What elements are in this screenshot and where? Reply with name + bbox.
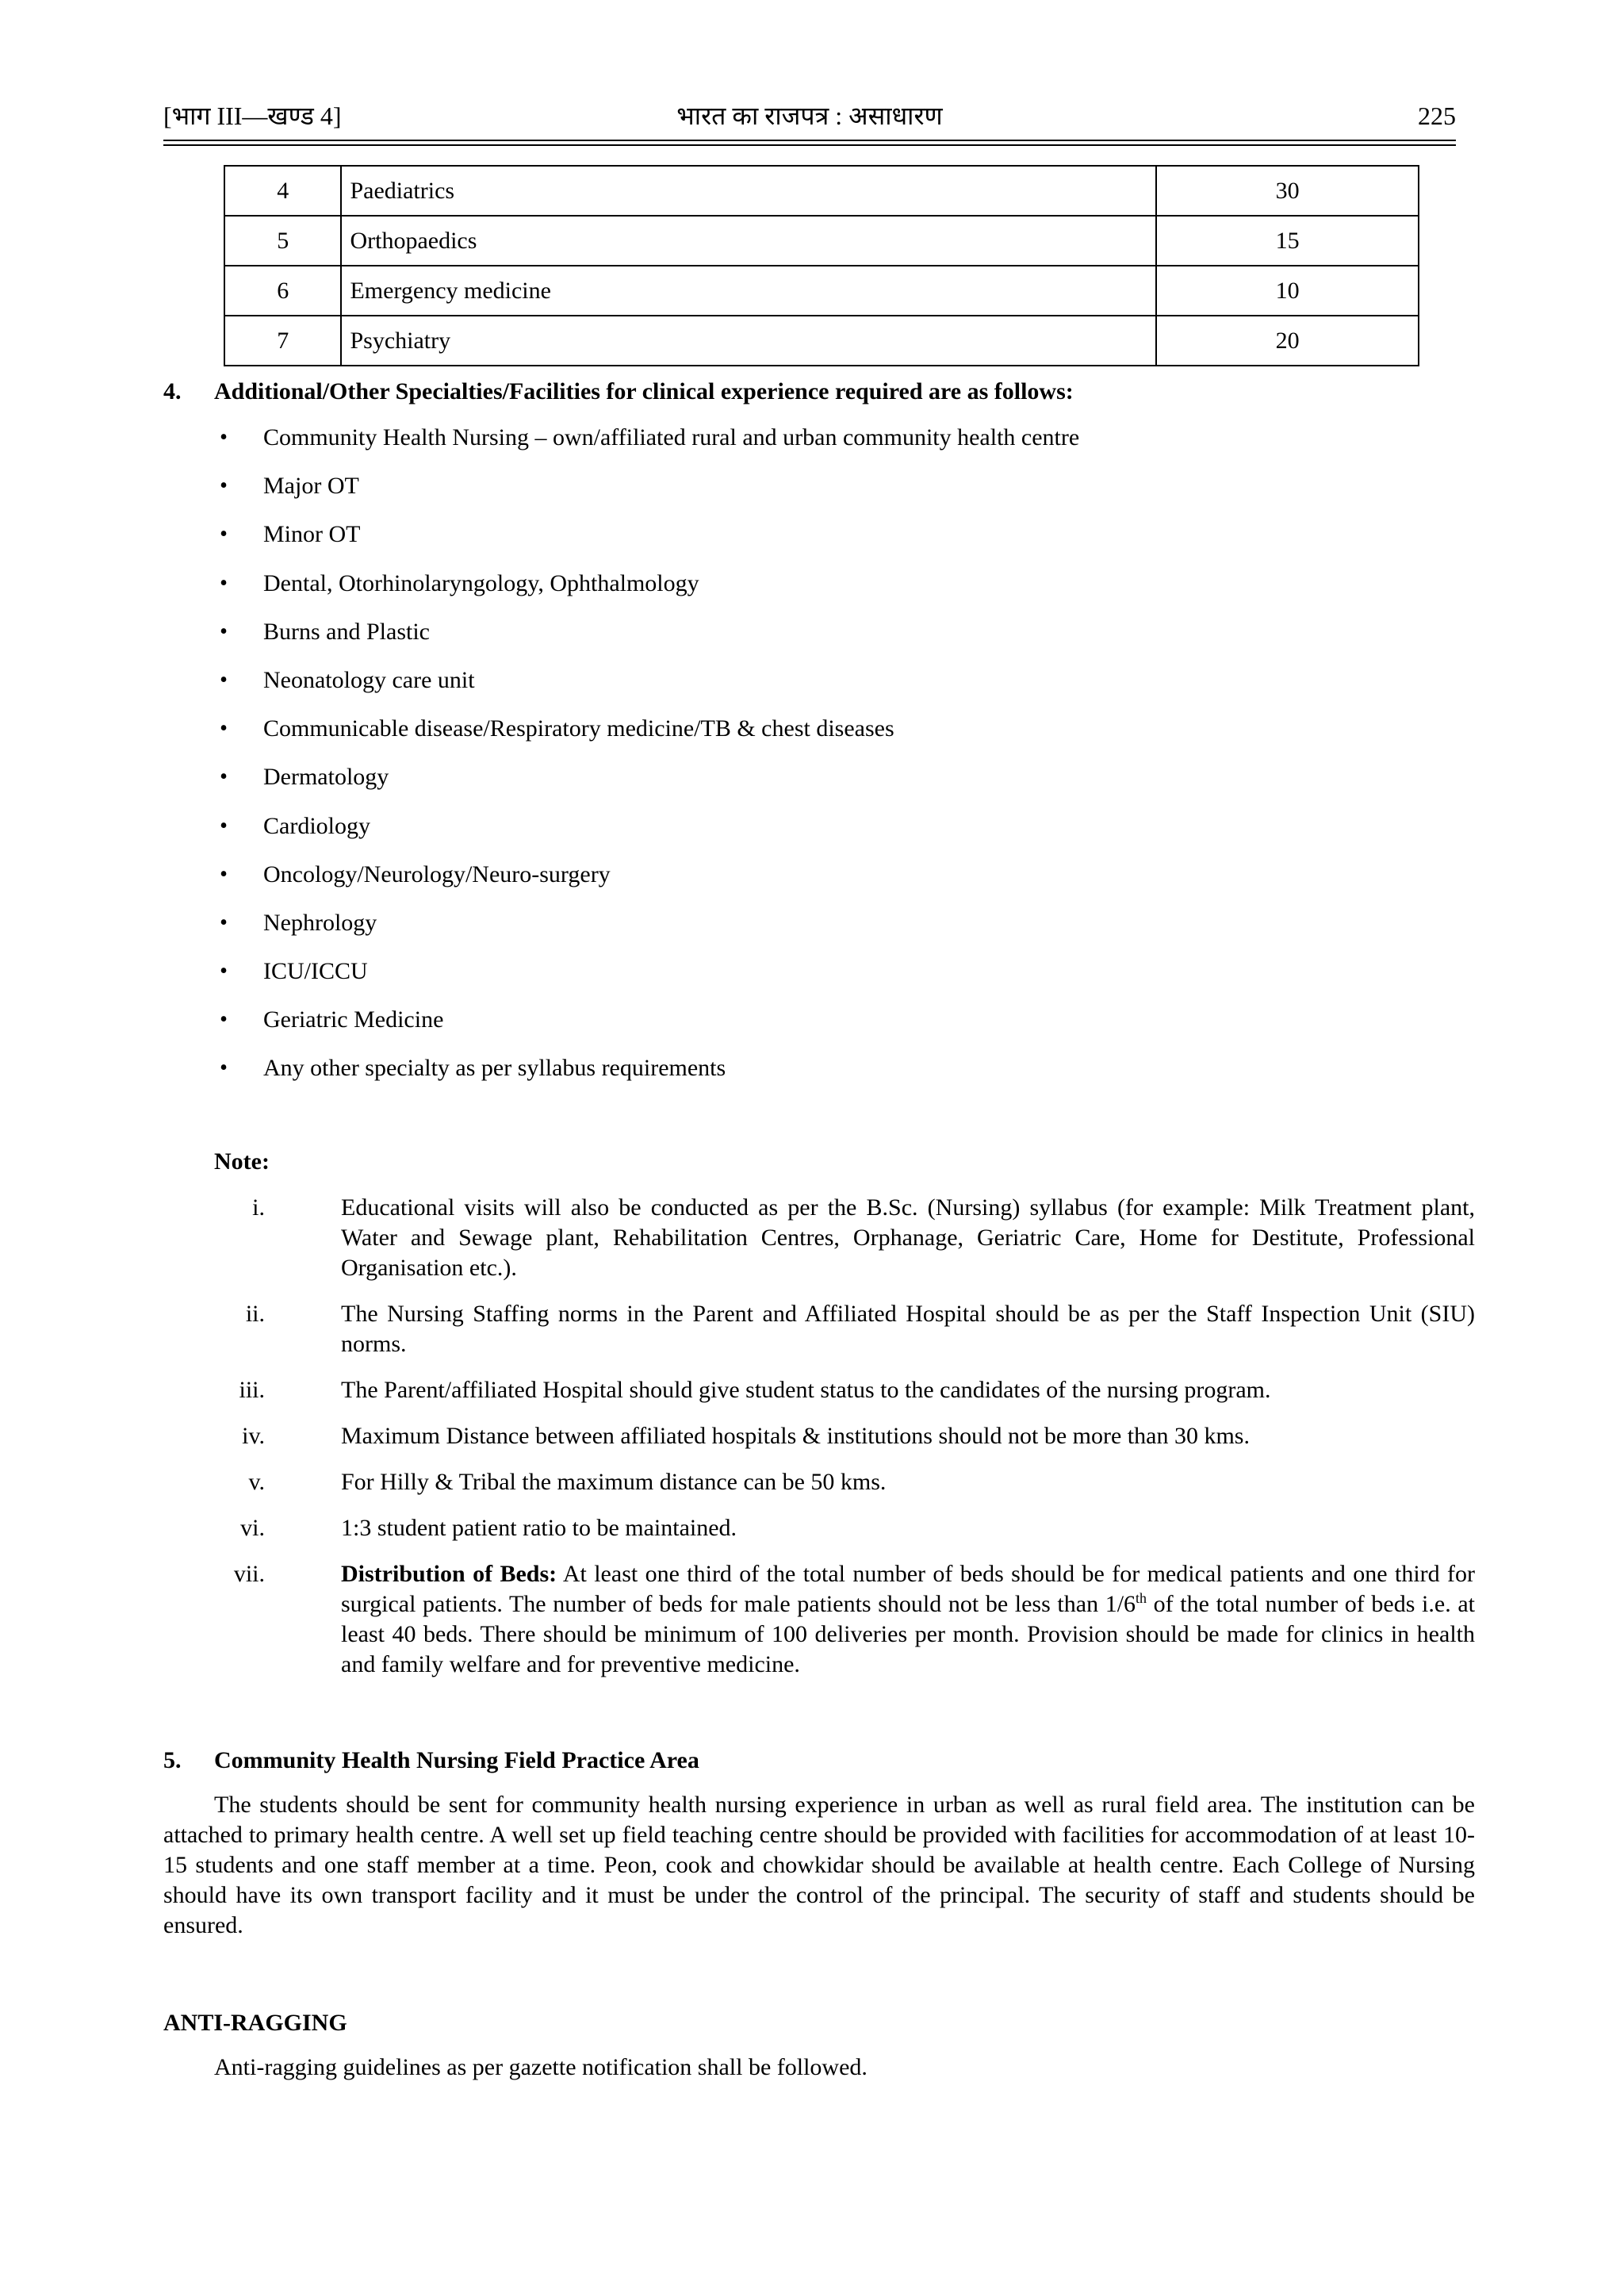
list-item bbox=[214, 859, 1451, 907]
list-item-text: Communicable disease/Respiratory medicine/TB & chest diseases bbox=[263, 715, 894, 742]
note-item bbox=[214, 1421, 1475, 1451]
list-item bbox=[214, 1052, 1451, 1101]
row-number-cell: 6 bbox=[224, 266, 341, 316]
note-number: vi. bbox=[240, 1515, 265, 1541]
header-rule-top bbox=[163, 140, 1456, 141]
bullet-icon: • bbox=[220, 425, 228, 450]
bullet-icon: • bbox=[220, 570, 228, 596]
note-heading: Note: bbox=[214, 1148, 270, 1175]
note-text: Educational visits will also be conducted as per the B.Sc. (Nursing) syllabus (for example: Milk Treatment plant, Water and Sewage plant, Rehabilitation Centres, Orphanage, Geriatric Care, Home for Destitute, Professional Organisation etc.). bbox=[341, 1194, 1475, 1281]
list-item-text: Geriatric Medicine bbox=[263, 1006, 444, 1033]
note-item bbox=[214, 1467, 1475, 1497]
list-item bbox=[214, 422, 1451, 470]
list-item bbox=[214, 1004, 1451, 1052]
list-item-text: Dental, Otorhinolaryngology, Ophthalmology bbox=[263, 569, 699, 596]
list-item-text: Minor OT bbox=[263, 521, 361, 548]
section-4-number: 4. bbox=[163, 378, 182, 404]
bullet-icon: • bbox=[220, 1007, 228, 1033]
note-number: v. bbox=[248, 1469, 265, 1495]
bullet-icon: • bbox=[220, 910, 228, 935]
list-item-text: ICU/ICCU bbox=[263, 958, 368, 985]
beds-cell: 30 bbox=[1156, 166, 1419, 216]
section-5-number: 5. bbox=[163, 1747, 182, 1773]
note-text-part: At least one third of the total number of beds should be for medical patients and one third for surgical patients. The number of beds for male patients should not be less than 1/6 bbox=[341, 1561, 1476, 1617]
table-row bbox=[224, 216, 1419, 266]
note-item bbox=[214, 1513, 1475, 1543]
section-4-heading bbox=[163, 377, 1074, 407]
table-row bbox=[224, 166, 1419, 216]
section-5-heading bbox=[163, 1746, 699, 1776]
list-item-text: Community Health Nursing – own/affiliated rural and urban community health centre bbox=[263, 424, 1080, 450]
note-text-part: of the total number of beds i.e. at least 40 beds. There should be minimum of 100 deliveries per month. Provision should be made for clinics in health and family welfare and for preventive medicine. bbox=[341, 1591, 1475, 1677]
note-item bbox=[214, 1559, 1475, 1680]
bullet-icon: • bbox=[220, 813, 228, 838]
bullet-icon: • bbox=[220, 1056, 228, 1081]
note-item bbox=[214, 1299, 1475, 1359]
list-item-text: Cardiology bbox=[263, 812, 370, 839]
department-cell: Orthopaedics bbox=[341, 216, 1156, 266]
section-5-title: Community Health Nursing Field Practice Area bbox=[214, 1747, 699, 1773]
bed-distribution-table bbox=[224, 165, 1419, 366]
list-item bbox=[214, 761, 1451, 810]
list-item-text: Neonatology care unit bbox=[263, 666, 475, 693]
bullet-icon: • bbox=[220, 619, 228, 644]
list-item-text: Major OT bbox=[263, 473, 359, 500]
header-gazette-title: भारत का राजपत्र : असाधारण bbox=[676, 102, 943, 130]
note-number: iv. bbox=[242, 1423, 265, 1449]
note-text: 1:3 student patient ratio to be maintained. bbox=[341, 1515, 737, 1541]
bullet-icon: • bbox=[220, 959, 228, 984]
note-text: The Nursing Staffing norms in the Parent and Affiliated Hospital should be as per the Staff Inspection Unit (SIU) norms. bbox=[341, 1301, 1475, 1357]
note-text: For Hilly & Tribal the maximum distance can be 50 kms. bbox=[341, 1469, 887, 1495]
note-item bbox=[214, 1375, 1475, 1405]
list-item bbox=[214, 713, 1451, 761]
beds-cell: 10 bbox=[1156, 266, 1419, 316]
list-item bbox=[214, 665, 1451, 713]
beds-cell: 15 bbox=[1156, 216, 1419, 266]
table-row bbox=[224, 316, 1419, 366]
notes-list bbox=[214, 1193, 1475, 1696]
section-5-paragraph: The students should be sent for community health nursing experience in urban as well as rural field area. The institution can be attached to primary health centre. A well set up field teaching centre should be provided with facilities for accommodation of at least 10-15 students and one staff member at a time. Peon, cook and chowkidar should be available at health centre. Each College of Nursing should have its own transport facility and it must be under the control of the principal. The security of staff and students should be ensured. bbox=[163, 1792, 1475, 1938]
note-number: i. bbox=[252, 1194, 265, 1221]
ordinal-superscript: th bbox=[1136, 1590, 1147, 1606]
note-number: ii. bbox=[245, 1301, 265, 1327]
row-number-cell: 5 bbox=[224, 216, 341, 266]
section-4-title: Additional/Other Specialties/Facilities for clinical experience required are as follows: bbox=[214, 378, 1074, 404]
row-number-cell: 7 bbox=[224, 316, 341, 366]
list-item-text: Any other specialty as per syllabus requirements bbox=[263, 1055, 726, 1082]
list-item-text: Burns and Plastic bbox=[263, 618, 430, 645]
department-cell: Psychiatry bbox=[341, 316, 1156, 366]
list-item bbox=[214, 956, 1451, 1004]
table-row bbox=[224, 266, 1419, 316]
bullet-icon: • bbox=[220, 667, 228, 692]
specialties-list bbox=[214, 422, 1451, 1102]
list-item bbox=[214, 811, 1451, 859]
note-bold-lead: Distribution of Beds: bbox=[341, 1561, 557, 1587]
note-number: vii. bbox=[233, 1561, 265, 1587]
bullet-icon: • bbox=[220, 522, 228, 547]
bullet-icon: • bbox=[220, 861, 228, 887]
list-item bbox=[214, 519, 1451, 567]
beds-cell: 20 bbox=[1156, 316, 1419, 366]
list-item bbox=[214, 470, 1451, 519]
list-item bbox=[214, 568, 1451, 616]
department-cell: Paediatrics bbox=[341, 166, 1156, 216]
page-number: 225 bbox=[1418, 102, 1456, 130]
bullet-icon: • bbox=[220, 716, 228, 742]
list-item bbox=[214, 907, 1451, 956]
running-header bbox=[163, 100, 1456, 135]
anti-ragging-paragraph: Anti-ragging guidelines as per gazette notification shall be followed. bbox=[214, 2054, 868, 2080]
header-part-section: [भाग III—खण्ड 4] bbox=[163, 102, 342, 130]
anti-ragging-heading: ANTI-RAGGING bbox=[163, 2010, 347, 2036]
department-cell: Emergency medicine bbox=[341, 266, 1156, 316]
header-rule-bottom bbox=[163, 144, 1456, 146]
note-text: The Parent/affiliated Hospital should give student status to the candidates of the nursing program. bbox=[341, 1377, 1271, 1403]
list-item-text: Nephrology bbox=[263, 909, 377, 936]
bullet-icon: • bbox=[220, 473, 228, 499]
row-number-cell: 4 bbox=[224, 166, 341, 216]
note-item bbox=[214, 1193, 1475, 1283]
note-text: Maximum Distance between affiliated hospitals & institutions should not be more than 30 kms. bbox=[341, 1423, 1250, 1449]
bullet-icon: • bbox=[220, 765, 228, 790]
list-item-text: Dermatology bbox=[263, 764, 389, 791]
list-item bbox=[214, 616, 1451, 665]
list-item-text: Oncology/Neurology/Neuro-surgery bbox=[263, 861, 611, 887]
note-number: iii. bbox=[239, 1377, 265, 1403]
